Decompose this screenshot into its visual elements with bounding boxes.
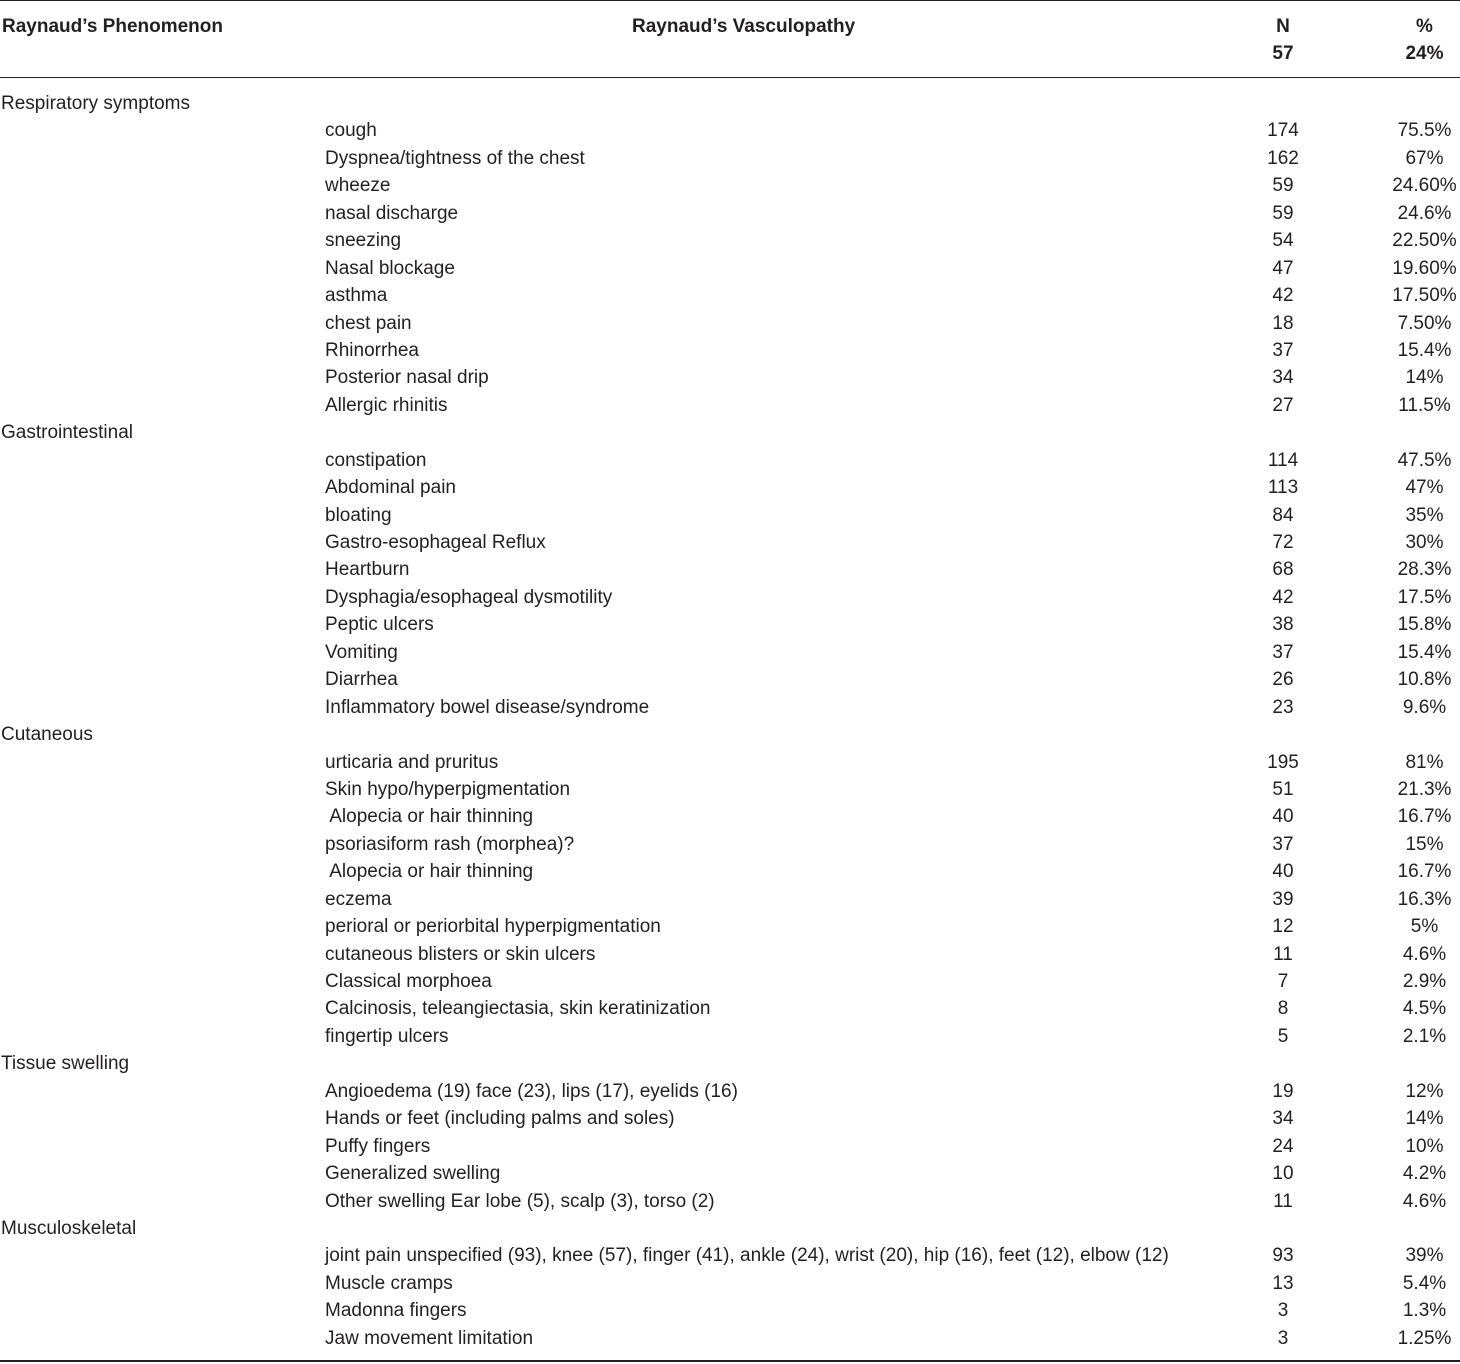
count-value: 72 — [1272, 532, 1294, 553]
table-row — [0, 666, 1460, 693]
header-percent-label: % — [1416, 16, 1433, 37]
table-row — [0, 803, 1460, 830]
symptom-label: Hands or feet (including palms and soles) — [325, 1108, 675, 1130]
percent-value: 4.6% — [1402, 1190, 1447, 1212]
symptom-label: constipation — [325, 449, 427, 471]
count-value: 38 — [1272, 614, 1294, 636]
count-value: 114 — [1267, 449, 1299, 471]
table-body — [0, 90, 1460, 1352]
symptom-label: Angioedema (19) face (23), lips (17), eyelids (16) — [325, 1080, 738, 1102]
table-row — [0, 886, 1460, 913]
table-row — [0, 255, 1460, 282]
table-row — [0, 858, 1460, 885]
symptom-label: eczema — [325, 888, 392, 910]
symptom-label: Generalized swelling — [325, 1163, 501, 1185]
symptom-label: Heartburn — [325, 559, 410, 581]
header-raynauds-phenomenon: Raynaud’s Phenomenon — [2, 16, 223, 37]
symptom-label: Gastro-esophageal Reflux — [325, 532, 546, 553]
percent-value: 10.8% — [1397, 669, 1452, 691]
symptom-label: Abdominal pain — [325, 477, 456, 499]
symptom-label: cough — [325, 120, 377, 142]
table-row — [0, 502, 1460, 529]
table-row — [0, 1325, 1460, 1352]
count-value: 24 — [1272, 1135, 1294, 1157]
category-row — [0, 1050, 1460, 1077]
percent-value: 81% — [1405, 751, 1444, 773]
symptom-label: Dyspnea/tightness of the chest — [325, 147, 585, 169]
percent-value: 24.6% — [1397, 202, 1452, 224]
table-row — [0, 200, 1460, 227]
percent-value: 22.50% — [1392, 230, 1457, 252]
percent-value: 47% — [1405, 477, 1444, 499]
percent-value: 75.5% — [1397, 120, 1452, 142]
symptom-label: Allergic rhinitis — [325, 394, 448, 416]
symptom-label: Dysphagia/esophageal dysmotility — [325, 586, 613, 608]
percent-value: 39% — [1405, 1245, 1444, 1267]
table-row — [0, 1133, 1460, 1160]
percent-value: 17.50% — [1392, 285, 1457, 307]
table-row — [0, 694, 1460, 721]
percent-value: 15.8% — [1397, 614, 1452, 636]
count-value: 113 — [1267, 477, 1299, 499]
table-row — [0, 995, 1460, 1022]
category-row — [0, 1215, 1460, 1242]
category-label: Respiratory symptoms — [1, 93, 190, 114]
count-value: 47 — [1272, 257, 1294, 279]
category-row — [0, 419, 1460, 446]
count-value: 5 — [1277, 1025, 1289, 1047]
table-row — [0, 611, 1460, 638]
count-value: 54 — [1272, 230, 1294, 252]
percent-value: 12% — [1405, 1080, 1444, 1102]
symptom-label: Peptic ulcers — [325, 614, 434, 636]
header-n-label: N — [1276, 16, 1290, 37]
percent-value: 4.5% — [1402, 998, 1447, 1020]
table-row — [0, 1160, 1460, 1187]
count-value: 59 — [1272, 175, 1294, 197]
table-row — [0, 1188, 1460, 1215]
percent-value: 2.1% — [1402, 1025, 1447, 1047]
count-value: 68 — [1272, 559, 1294, 581]
symptom-label: wheeze — [325, 175, 391, 197]
count-value: 59 — [1272, 202, 1294, 224]
table-row — [0, 227, 1460, 254]
table-row — [0, 1078, 1460, 1105]
symptom-label: Classical morphoea — [325, 971, 492, 992]
symptom-label: perioral or periorbital hyperpigmentation — [325, 916, 661, 938]
symptom-label: Posterior nasal drip — [325, 367, 489, 389]
percent-value: 28.3% — [1397, 559, 1452, 581]
table-bottom-rule — [0, 1360, 1460, 1362]
percent-value: 15.4% — [1397, 641, 1452, 663]
percent-value: 5% — [1410, 916, 1439, 938]
count-value: 26 — [1272, 669, 1294, 691]
header-raynauds-vasculopathy: Raynaud’s Vasculopathy — [632, 16, 856, 37]
count-value: 37 — [1272, 641, 1294, 663]
header-percent-total: 24% — [1405, 43, 1444, 64]
percent-value: 11.5% — [1398, 394, 1451, 416]
table-row — [0, 941, 1460, 968]
count-value: 93 — [1272, 1245, 1294, 1267]
table-row — [0, 913, 1460, 940]
category-label: Tissue swelling — [1, 1053, 130, 1075]
percent-value: 19.60% — [1392, 257, 1457, 279]
table-row — [0, 529, 1460, 556]
percent-value: 16.3% — [1397, 888, 1452, 910]
count-value: 42 — [1272, 285, 1294, 307]
table-row — [0, 776, 1460, 803]
count-value: 195 — [1267, 751, 1299, 773]
table-row — [0, 584, 1460, 611]
symptom-label: Inflammatory bowel disease/syndrome — [325, 696, 650, 718]
symptom-label: Puffy fingers — [325, 1135, 431, 1157]
percent-value: 35% — [1405, 504, 1444, 526]
count-value: 34 — [1272, 367, 1294, 389]
symptom-label: Calcinosis, teleangiectasia, skin keratinization — [325, 998, 711, 1020]
percent-value: 4.6% — [1402, 943, 1447, 965]
count-value: 40 — [1272, 861, 1294, 883]
percent-value: 14% — [1405, 1108, 1444, 1130]
table-row — [0, 117, 1460, 144]
percent-value: 24.60% — [1392, 175, 1457, 197]
table-row — [0, 282, 1460, 309]
symptom-label: chest pain — [325, 312, 412, 334]
table-row — [0, 639, 1460, 666]
header-n-total: 57 — [1272, 43, 1294, 64]
symptom-label: Madonna fingers — [325, 1300, 467, 1322]
percent-value: 2.9% — [1402, 971, 1447, 992]
percent-value: 67% — [1405, 147, 1444, 169]
percent-value: 17.5% — [1397, 586, 1452, 608]
category-label: Gastrointestinal — [1, 422, 134, 444]
percent-value: 15.4% — [1397, 339, 1452, 361]
percent-value: 10% — [1405, 1135, 1444, 1157]
category-row — [0, 721, 1460, 748]
table-header-rule — [0, 77, 1460, 78]
symptom-label: Jaw movement limitation — [325, 1327, 534, 1349]
count-value: 12 — [1272, 916, 1294, 938]
table-row — [0, 749, 1460, 776]
count-value: 174 — [1267, 120, 1299, 142]
table-row — [0, 556, 1460, 583]
count-value: 34 — [1272, 1108, 1294, 1130]
percent-value: 7.50% — [1397, 312, 1452, 334]
symptom-label: fingertip ulcers — [325, 1025, 449, 1047]
count-value: 10 — [1272, 1163, 1294, 1185]
table-row — [0, 1297, 1460, 1324]
count-value: 37 — [1272, 833, 1294, 855]
category-label: Musculoskeletal — [1, 1217, 137, 1239]
count-value: 8 — [1277, 998, 1289, 1020]
count-value: 13 — [1272, 1272, 1294, 1294]
symptom-label: Skin hypo/hyperpigmentation — [325, 778, 571, 800]
table-row — [0, 145, 1460, 172]
table-row — [0, 364, 1460, 391]
symptom-label: urticaria and pruritus — [325, 751, 499, 773]
table-row — [0, 1270, 1460, 1297]
percent-value: 9.6% — [1402, 696, 1447, 718]
count-value: 84 — [1272, 504, 1294, 526]
percent-value: 30% — [1405, 532, 1444, 553]
table-top-rule — [0, 0, 1460, 1]
table-row — [0, 1242, 1460, 1269]
count-value: 11 — [1273, 1190, 1293, 1212]
table-row — [0, 447, 1460, 474]
table-row — [0, 831, 1460, 858]
symptom-label: cutaneous blisters or skin ulcers — [325, 943, 596, 965]
header-n — [1245, 13, 1321, 67]
symptom-label: joint pain unspecified (93), knee (57), finger (41), ankle (24), wrist (20), hip (16), feet (12), elbow (12) — [325, 1245, 1169, 1267]
count-value: 23 — [1272, 696, 1294, 718]
symptom-label: Vomiting — [325, 641, 398, 663]
table-row — [0, 310, 1460, 337]
count-value: 7 — [1277, 971, 1289, 992]
count-value: 11 — [1273, 943, 1293, 965]
count-value: 19 — [1272, 1080, 1294, 1102]
count-value: 37 — [1272, 339, 1294, 361]
count-value: 3 — [1277, 1327, 1289, 1349]
symptom-label: sneezing — [325, 230, 402, 252]
symptom-label: Alopecia or hair thinning — [325, 806, 534, 828]
symptom-label: Other swelling Ear lobe (5), scalp (3), torso (2) — [325, 1190, 715, 1212]
symptom-label: Diarrhea — [325, 669, 398, 691]
symptom-label: nasal discharge — [325, 202, 459, 224]
category-label: Cutaneous — [1, 724, 93, 746]
count-value: 27 — [1272, 394, 1294, 416]
count-value: 162 — [1267, 147, 1299, 169]
table-row — [0, 1105, 1460, 1132]
symptom-label: psoriasiform rash (morphea)? — [325, 833, 575, 855]
count-value: 18 — [1272, 312, 1294, 334]
symptom-label: asthma — [325, 285, 388, 307]
table-row — [0, 392, 1460, 419]
count-value: 39 — [1272, 888, 1294, 910]
table-row — [0, 337, 1460, 364]
header-percent — [1380, 13, 1460, 67]
percent-value: 15% — [1405, 833, 1444, 855]
percent-value: 4.2% — [1402, 1163, 1447, 1185]
percent-value: 47.5% — [1397, 449, 1452, 471]
percent-value: 1.3% — [1402, 1300, 1447, 1322]
symptom-label: Rhinorrhea — [325, 339, 419, 361]
percent-value: 14% — [1405, 367, 1444, 389]
category-row — [0, 90, 1460, 117]
percent-value: 16.7% — [1397, 806, 1452, 828]
percent-value: 21.3% — [1397, 778, 1452, 800]
table-row — [0, 474, 1460, 501]
count-value: 3 — [1277, 1300, 1289, 1322]
symptom-label: Muscle cramps — [325, 1272, 453, 1294]
table-row — [0, 968, 1460, 995]
count-value: 40 — [1272, 806, 1294, 828]
table-row — [0, 172, 1460, 199]
percent-value: 1.25% — [1397, 1327, 1452, 1349]
symptom-label: Nasal blockage — [325, 257, 455, 279]
count-value: 51 — [1272, 778, 1294, 800]
count-value: 42 — [1272, 586, 1294, 608]
percent-value: 16.7% — [1397, 861, 1452, 883]
symptom-label: bloating — [325, 504, 392, 526]
symptom-label: Alopecia or hair thinning — [325, 861, 534, 883]
percent-value: 5.4% — [1402, 1272, 1447, 1294]
table-row — [0, 1023, 1460, 1050]
